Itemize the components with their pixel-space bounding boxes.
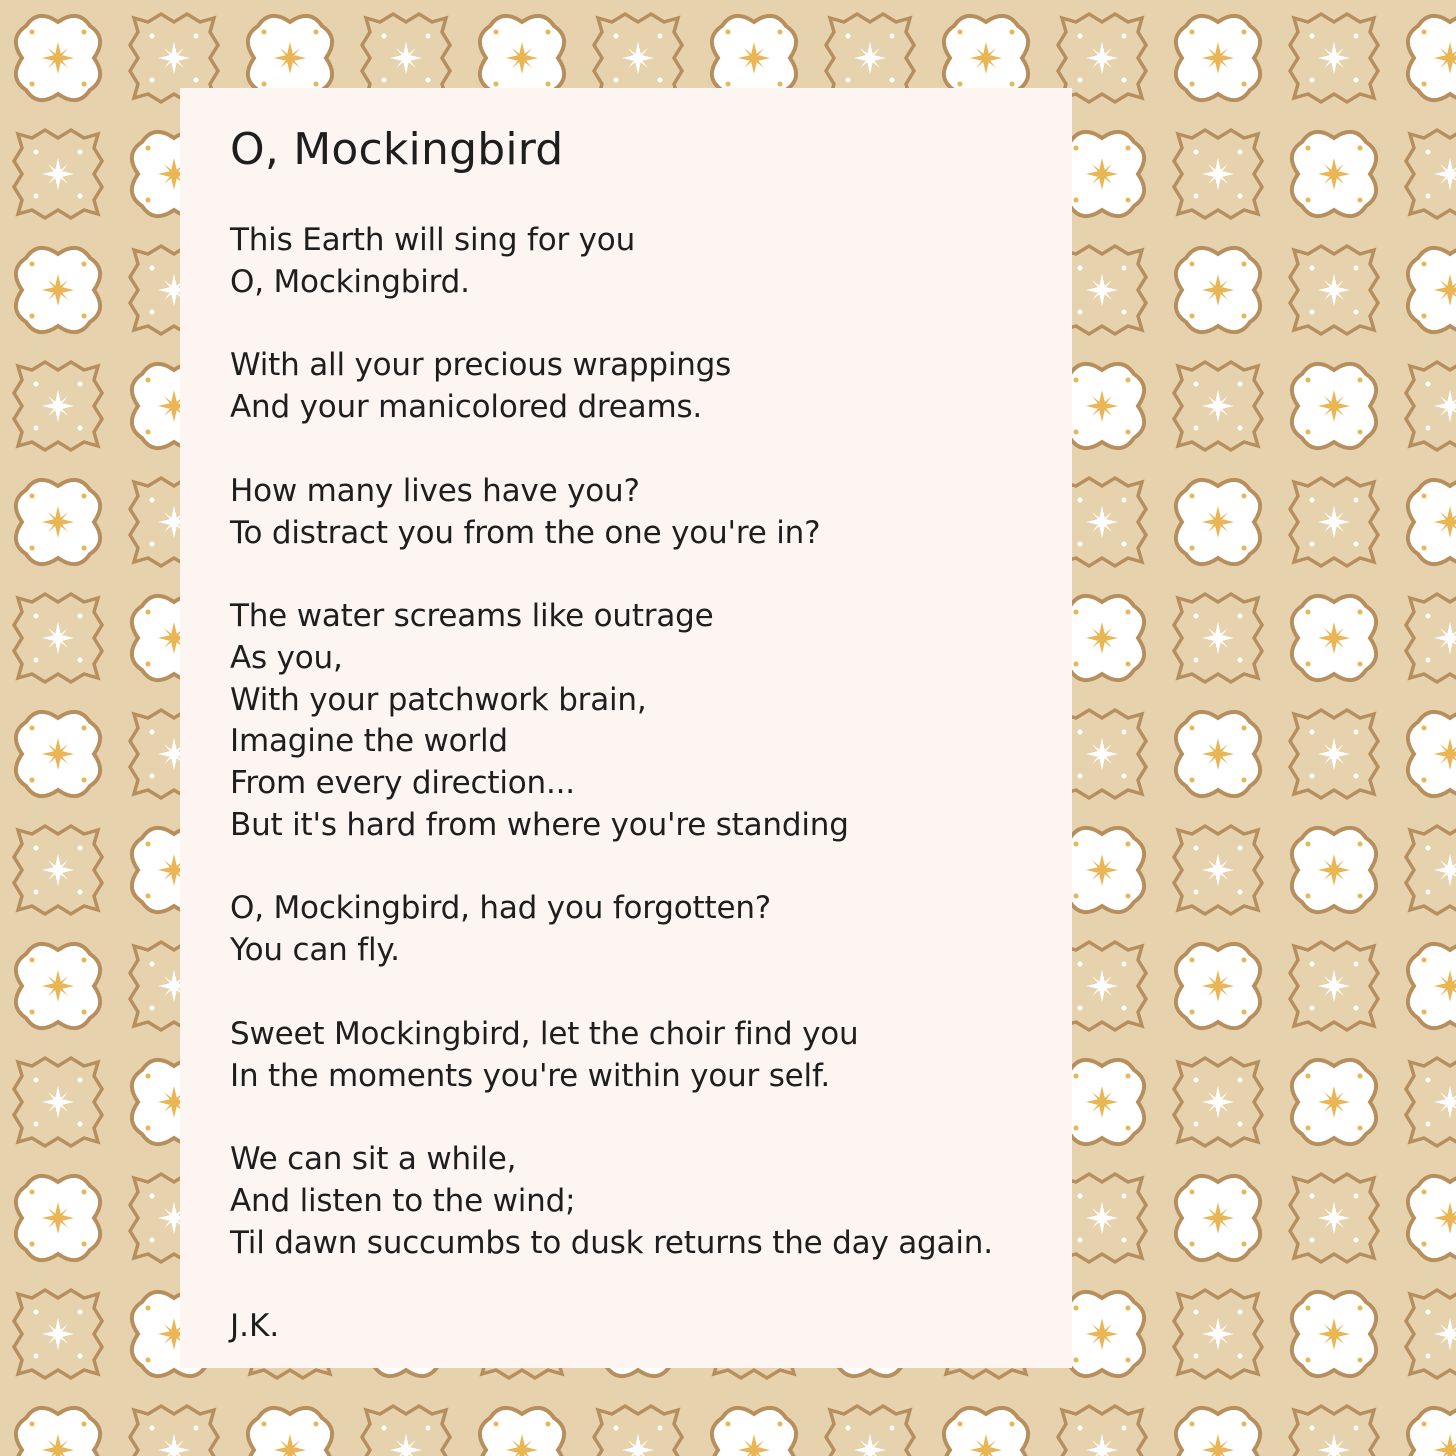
poem-line: Imagine the world — [230, 723, 508, 760]
poem-title: O, Mockingbird — [230, 124, 564, 175]
poem-line: Sweet Mockingbird, let the choir find you — [230, 1015, 859, 1052]
poem-line: To distract you from the one you're in? — [230, 514, 821, 551]
poem-stanza — [230, 1014, 1032, 1097]
poem-line: We can sit a while, — [230, 1141, 517, 1178]
poem-stanza — [230, 596, 1032, 846]
poem-stanza — [230, 220, 1032, 303]
poem-line: This Earth will sing for you — [230, 222, 636, 258]
poem-line: The water screams like outrage — [230, 598, 714, 635]
poem-card — [180, 88, 1072, 1368]
poem-line: But it's hard from where you're standing — [230, 806, 849, 843]
poem-line: From every direction... — [230, 765, 575, 802]
poem-line: O, Mockingbird. — [230, 263, 470, 300]
poem-line: With all your precious wrappings — [230, 347, 732, 384]
poem-signature: J.K. — [230, 1308, 280, 1345]
poem-line: With your patchwork brain, — [230, 681, 647, 718]
poem-stanza — [230, 471, 1032, 554]
poem-line: How many lives have you? — [230, 472, 640, 509]
poem-line: O, Mockingbird, had you forgotten? — [230, 890, 772, 927]
poem-stanza — [230, 888, 1032, 971]
poem-line: In the moments you're within your self. — [230, 1057, 831, 1094]
poem-line: Til dawn succumbs to dusk returns the day again. — [230, 1224, 993, 1261]
poem-stanza — [230, 1139, 1032, 1264]
poem-line: You can fly. — [230, 932, 400, 969]
poem-line: And listen to the wind; — [230, 1182, 576, 1219]
poem-line: And your manicolored dreams. — [230, 389, 703, 426]
poem-stanza — [230, 345, 1032, 428]
poem-line: As you, — [230, 639, 343, 676]
poem-body — [230, 220, 1032, 1264]
